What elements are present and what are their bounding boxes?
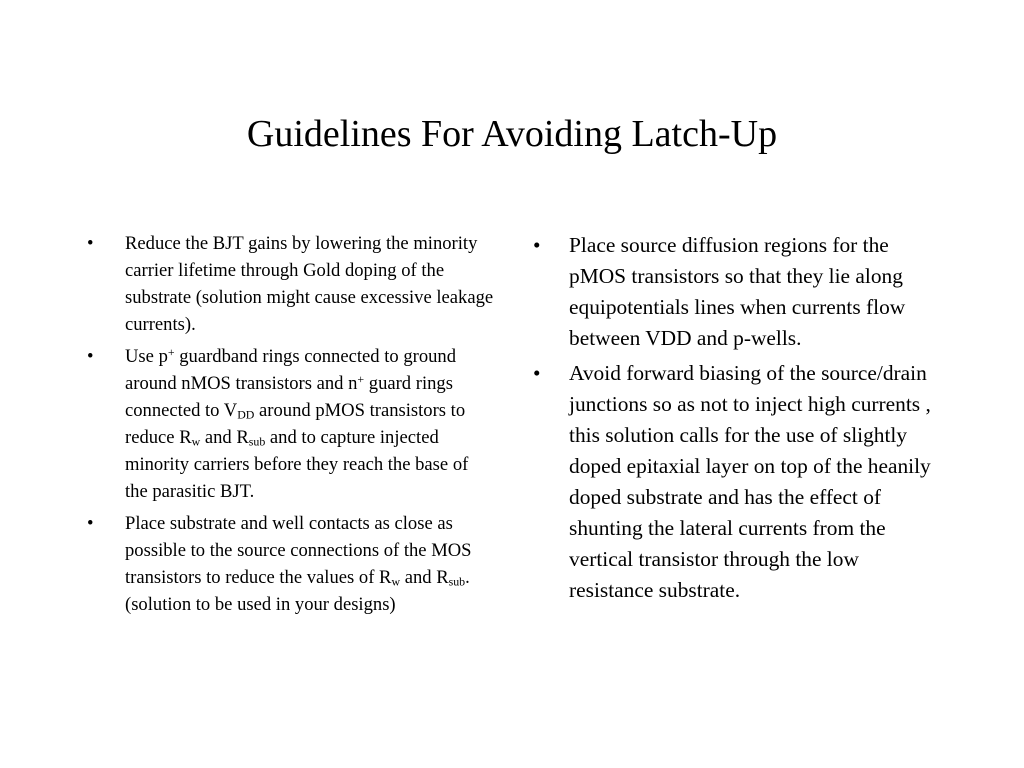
right-bullet-list [531,230,941,610]
bullet-icon: • [533,361,541,385]
bullet-text: Avoid forward biasing of the source/drain junctions so as not to inject high currents , this solution calls for the use of slightly doped epitaxial layer on top of the heanily doped substrate and has the effect of shunting the lateral currents from the vertical transistor through the low resistance substrate. [569,361,931,602]
left-bullet-item-1 [87,230,495,338]
left-bullet-item-2 [87,343,495,505]
bullet-text: Use p+ guardband rings connected to ground around nMOS transistors and n+ guard rings connected to $V_{DD}$ around pMOS transistors to reduce $R_w$ and $R_{sub}$ and to capture injected minority carriers before they reach the base of the parasitic BJT. [125,345,469,502]
right-bullet-item-2 [531,358,941,606]
bullet-icon: • [87,513,94,534]
left-bullet-list [87,230,495,623]
bullet-text: Place substrate and well contacts as close as possible to the source connections of the MOS transistors to reduce the values of $R_w$ and $R_{sub}$. (solution to be used in your designs) [125,513,472,615]
bullet-text: Place source diffusion regions for the pMOS transistors so that they lie along equipotentials lines when currents flow between VDD and p-wells. [569,233,906,350]
bullet-icon: • [87,233,94,254]
bullet-icon: • [87,346,94,367]
slide-title: Guidelines For Avoiding Latch-Up [246,113,778,155]
left-bullet-item-3 [87,510,495,618]
right-bullet-item-1 [531,230,941,354]
bullet-icon: • [533,233,541,257]
bullet-text: Reduce the BJT gains by lowering the minority carrier lifetime through Gold doping of the substrate (solution might cause excessive leakage currents). [125,233,494,335]
